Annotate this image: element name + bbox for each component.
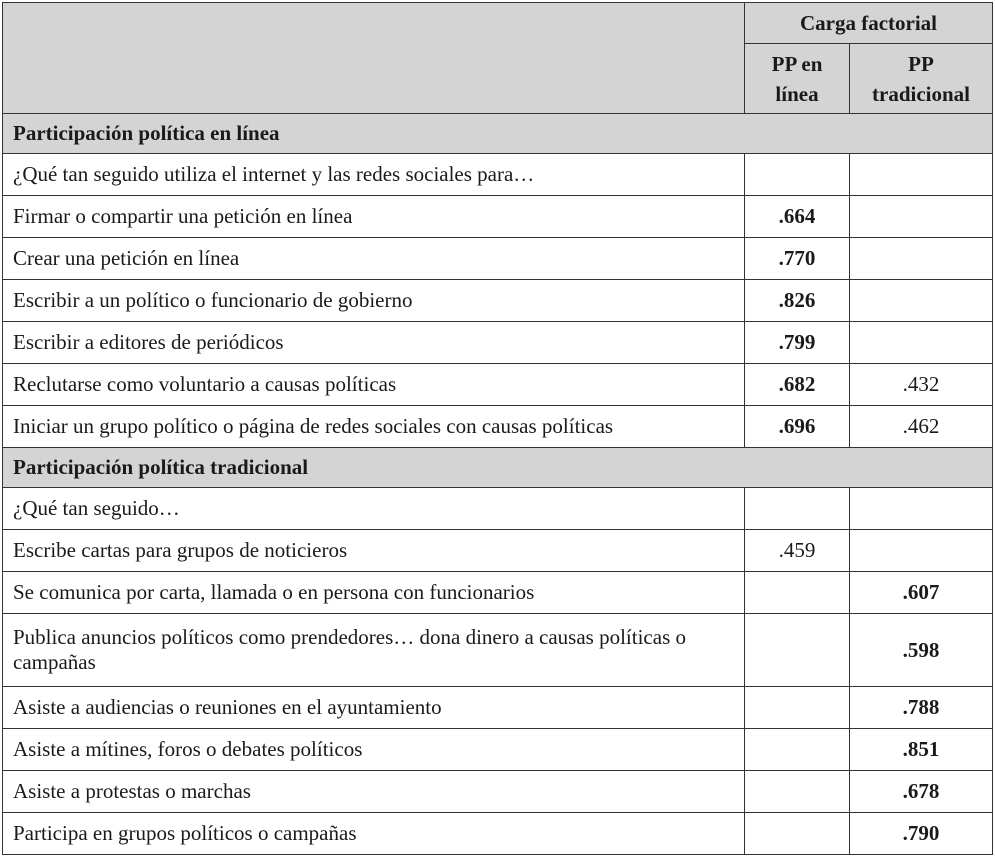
table-row xyxy=(3,687,993,729)
item-label: Crear una petición en línea xyxy=(3,238,745,280)
loading-pp-en-linea: .459 xyxy=(745,530,850,572)
table-row xyxy=(3,614,993,687)
item-label: Reclutarse como voluntario a causas políticas xyxy=(3,364,745,406)
loading-pp-tradicional xyxy=(850,280,993,322)
loading-pp-en-linea xyxy=(745,771,850,813)
loading-pp-tradicional: .462 xyxy=(850,406,993,448)
table-body xyxy=(3,114,993,855)
loading-pp-tradicional: .678 xyxy=(850,771,993,813)
item-label: Escribe cartas para grupos de noticieros xyxy=(3,530,745,572)
table-row xyxy=(3,322,993,364)
item-label: Publica anuncios políticos como prendedores… dona dinero a causas políticas o campañas xyxy=(3,614,745,687)
loading-pp-tradicional: .432 xyxy=(850,364,993,406)
table-row xyxy=(3,238,993,280)
loading-pp-en-linea: .826 xyxy=(745,280,850,322)
loading-pp-en-linea: .696 xyxy=(745,406,850,448)
table-row xyxy=(3,406,993,448)
loading-pp-tradicional: .851 xyxy=(850,729,993,771)
loading-pp-en-linea: .770 xyxy=(745,238,850,280)
factor-loadings-table xyxy=(2,2,993,855)
table-row xyxy=(3,196,993,238)
loading-pp-tradicional: .790 xyxy=(850,813,993,855)
loading-pp-tradicional xyxy=(850,322,993,364)
loading-pp-en-linea xyxy=(745,729,850,771)
loading-pp-tradicional xyxy=(850,196,993,238)
item-label: Firmar o compartir una petición en línea xyxy=(3,196,745,238)
loading-pp-tradicional xyxy=(850,238,993,280)
loading-pp-tradicional: .607 xyxy=(850,572,993,614)
table-row xyxy=(3,530,993,572)
item-label: Se comunica por carta, llamada o en persona con funcionarios xyxy=(3,572,745,614)
section-title: Participación política en línea xyxy=(3,114,993,154)
item-label: Escribir a un político o funcionario de gobierno xyxy=(3,280,745,322)
loading-pp-tradicional: .598 xyxy=(850,614,993,687)
loading-pp-tradicional: .788 xyxy=(850,687,993,729)
header-pp-en-linea: PP en línea xyxy=(745,44,850,114)
empty-cell xyxy=(745,488,850,530)
loading-pp-en-linea xyxy=(745,687,850,729)
loading-pp-en-linea xyxy=(745,572,850,614)
table-row xyxy=(3,813,993,855)
table-row xyxy=(3,364,993,406)
loading-pp-en-linea: .682 xyxy=(745,364,850,406)
header-carga-factorial: Carga factorial xyxy=(745,3,993,44)
item-label: Escribir a editores de periódicos xyxy=(3,322,745,364)
header-blank-cell xyxy=(3,3,745,114)
loading-pp-en-linea xyxy=(745,813,850,855)
item-label: Asiste a mítines, foros o debates políticos xyxy=(3,729,745,771)
question-text: ¿Qué tan seguido utiliza el internet y las redes sociales para… xyxy=(3,154,745,196)
item-label: Asiste a protestas o marchas xyxy=(3,771,745,813)
item-label: Iniciar un grupo político o página de redes sociales con causas políticas xyxy=(3,406,745,448)
header-pp-tradicional: PP tradicional xyxy=(850,44,993,114)
loading-pp-en-linea: .664 xyxy=(745,196,850,238)
question-row xyxy=(3,488,993,530)
section-title: Participación política tradicional xyxy=(3,448,993,488)
table-row xyxy=(3,729,993,771)
question-text: ¿Qué tan seguido… xyxy=(3,488,745,530)
section-header-row xyxy=(3,114,993,154)
question-row xyxy=(3,154,993,196)
table-row xyxy=(3,280,993,322)
empty-cell xyxy=(745,154,850,196)
loading-pp-tradicional xyxy=(850,530,993,572)
table-row xyxy=(3,771,993,813)
item-label: Asiste a audiencias o reuniones en el ayuntamiento xyxy=(3,687,745,729)
section-header-row xyxy=(3,448,993,488)
loading-pp-en-linea: .799 xyxy=(745,322,850,364)
empty-cell xyxy=(850,154,993,196)
loading-pp-en-linea xyxy=(745,614,850,687)
item-label: Participa en grupos políticos o campañas xyxy=(3,813,745,855)
table-row xyxy=(3,572,993,614)
empty-cell xyxy=(850,488,993,530)
